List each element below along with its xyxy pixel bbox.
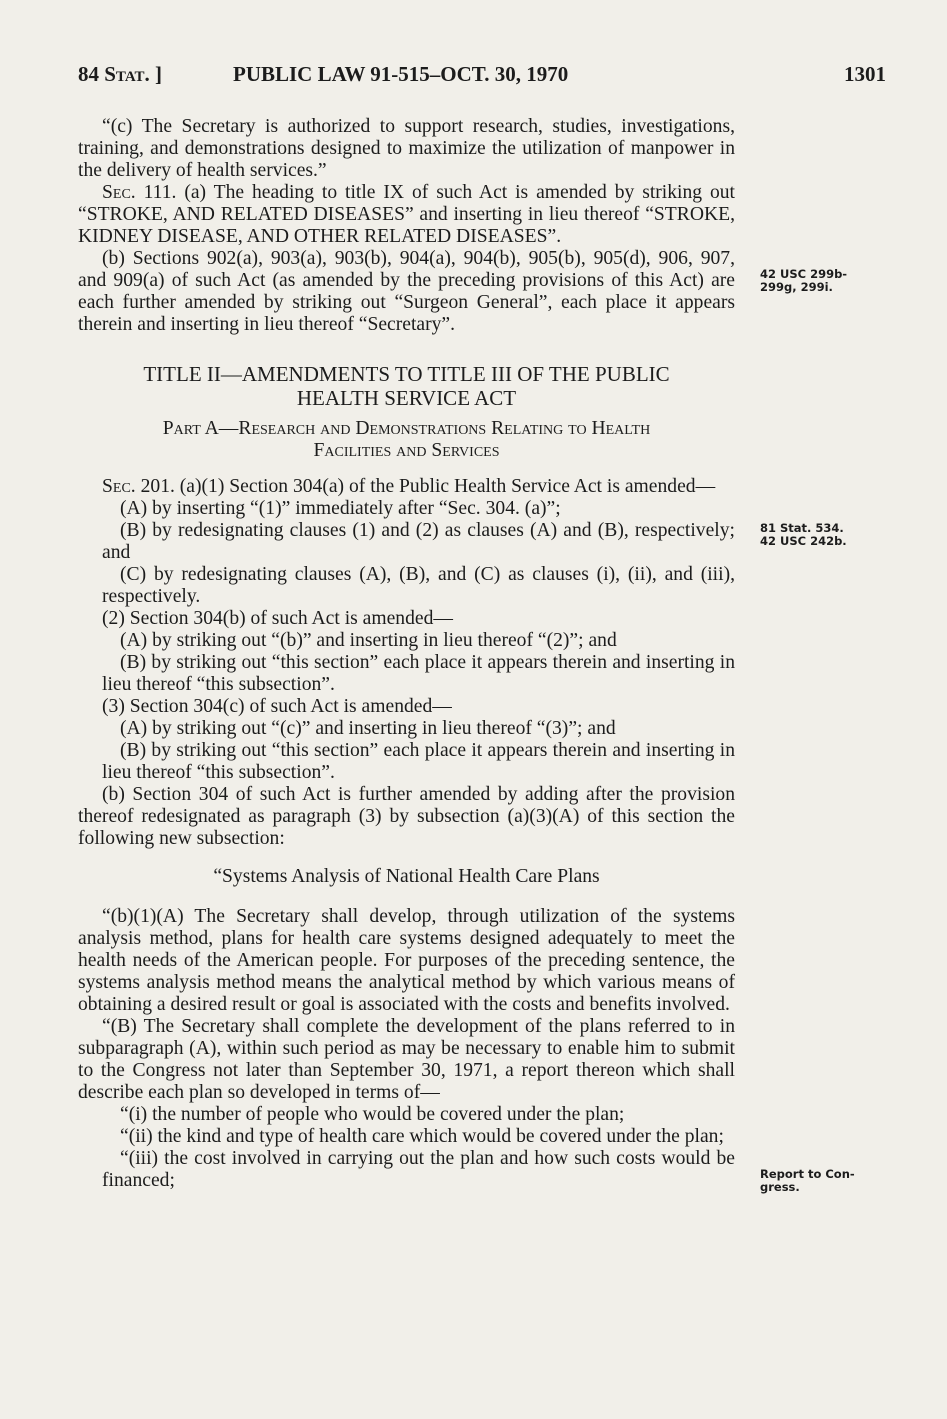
clause-a-1: (A) by inserting “(1)” immediately after “Sec. 304. (a)”; — [120, 498, 561, 519]
systems-analysis-heading: “Systems Analysis of National Health Care Plans — [213, 866, 600, 887]
paragraph-3: (3) Section 304(c) of such Act is amended— — [102, 696, 452, 717]
paragraph-c: “(c) The Secretary is authorized to support research, studies, investigations, training, and demonstrations designed to maximize the utilization of manpower in the delivery of health services.” — [78, 116, 735, 181]
part-a-line2: Facilities and Services — [313, 440, 500, 461]
section-111-text: 111. (a) The heading to title IX of such Act is amended by striking out “STROKE, AND RELATED DISEASES” and inserting in lieu thereof “STROKE, KIDNEY DISEASE, AND OTHER RELATED DISEASES”. — [78, 182, 735, 247]
item-iii: “(iii) the cost involved in carrying out the plan and how such costs would be financed; — [102, 1148, 735, 1191]
clause-b-2: (B) by striking out “this section” each place it appears therein and inserting in lieu thereof “this subsection”. — [102, 652, 735, 695]
margin-note-line: Report to Con- — [760, 1167, 855, 1181]
page-header — [78, 62, 886, 92]
title-ii-heading — [78, 362, 735, 410]
clause-c-1: (C) by redesignating clauses (A), (B), and (C) as clauses (i), (ii), and (iii), respectively. — [102, 564, 735, 607]
item-ii: “(ii) the kind and type of health care which would be covered under the plan; — [120, 1126, 724, 1147]
margin-note-usc-299b — [760, 268, 880, 294]
margin-note-line: 42 USC 242b. — [760, 534, 847, 548]
section-111-b: (b) Sections 902(a), 903(a), 903(b), 904(a), 904(b), 905(b), 905(d), 906, 907, and 909(a) of such Act (as amended by the preceding provisions of this Act) are each further amended by striking out “Surgeon General”, each place it appears therein and inserting in lieu thereof “Secretary”. — [78, 248, 735, 335]
part-a-heading — [78, 418, 735, 462]
clause-a-3: (A) by striking out “(c)” and inserting in lieu thereof “(3)”; and — [120, 718, 616, 739]
margin-note-line: 81 Stat. 534. — [760, 521, 844, 535]
header-bracket: ] — [155, 62, 163, 86]
clause-a-2: (A) by striking out “(b)” and inserting in lieu thereof “(2)”; and — [120, 630, 617, 651]
margin-note-report — [760, 1168, 880, 1194]
sec-label: Sec. — [102, 182, 136, 203]
document-body — [78, 116, 735, 1192]
clause-b-1: (B) by redesignating clauses (1) and (2) as clauses (A) and (B), respectively; and — [102, 520, 735, 563]
page-number: 1301 — [844, 62, 886, 86]
margin-note-81-stat — [760, 522, 880, 548]
header-volume: 84 — [78, 62, 99, 86]
paragraph-b-1-a: “(b)(1)(A) The Secretary shall develop, through utilization of the systems analysis method, plans for health care systems designed adequately to meet the health needs of the American people. For purposes of the preceding sentence, the systems analysis method means the analytical method by which various means of obtaining a desired result or goal is associated with the costs and benefits involved. — [78, 906, 735, 1015]
title-ii-line2: HEALTH SERVICE ACT — [296, 386, 517, 410]
header-title: PUBLIC LAW 91-515–OCT. 30, 1970 — [233, 62, 569, 86]
margin-note-line: 42 USC 299b- — [760, 267, 848, 281]
margin-note-line: 299g, 299i. — [760, 280, 833, 294]
section-201 — [78, 476, 735, 498]
title-ii-line1: TITLE II—AMENDMENTS TO TITLE III OF THE PUBLIC — [143, 362, 670, 386]
sec-label: Sec. — [102, 476, 136, 497]
clause-b-3: (B) by striking out “this section” each place it appears therein and inserting in lieu thereof “this subsection”. — [102, 740, 735, 783]
margin-note-line: gress. — [760, 1180, 800, 1194]
subsection-b: (b) Section 304 of such Act is further amended by adding after the provision thereof redesignated as paragraph (3) by subsection (a)(3)(A) of this section the following new subsection: — [78, 784, 735, 849]
section-111 — [78, 182, 735, 248]
paragraph-2: (2) Section 304(b) of such Act is amended— — [102, 608, 453, 629]
item-i: “(i) the number of people who would be covered under the plan; — [120, 1104, 625, 1125]
part-a-line1: Part A—Research and Demonstrations Relating to Health — [162, 418, 651, 439]
header-citation — [78, 62, 162, 87]
paragraph-b-1-b: “(B) The Secretary shall complete the development of the plans referred to in subparagraph (A), within such period as may be necessary to enable him to submit to the Congress not later than September 30, 1971, a report thereon which shall describe each plan so developed in terms of— — [78, 1016, 735, 1103]
header-stat: Stat. — [104, 62, 150, 86]
section-201-text: 201. (a)(1) Section 304(a) of the Public Health Service Act is amended— — [140, 476, 716, 497]
